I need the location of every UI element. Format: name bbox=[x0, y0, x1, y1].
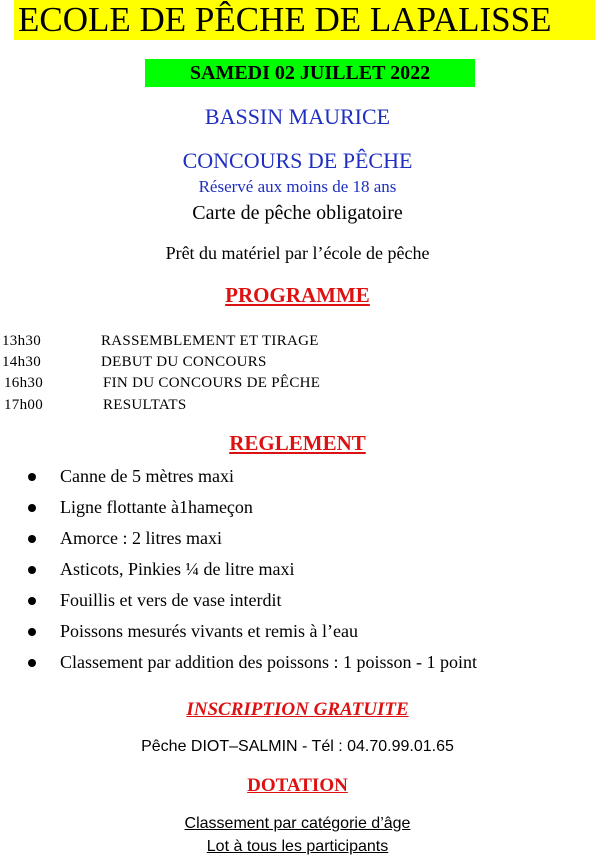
schedule-label: RASSEMBLEMENT ET TIRAGE bbox=[101, 333, 319, 349]
schedule-time: 14h30 bbox=[2, 354, 41, 370]
dotation-line: Classement par catégorie d’âge bbox=[184, 815, 411, 832]
schedule-time: 16h30 bbox=[4, 375, 43, 391]
contact-line: Pêche DIOT–SALMIN - Tél : 04.70.99.01.65 bbox=[141, 738, 454, 755]
schedule-label: RESULTATS bbox=[103, 397, 187, 413]
dotation-line: Lot à tous les participants bbox=[206, 838, 389, 855]
schedule-time: 17h00 bbox=[4, 397, 43, 413]
bullet-icon bbox=[28, 566, 36, 574]
schedule-label: FIN DU CONCOURS DE PÊCHE bbox=[103, 375, 321, 391]
event-name: CONCOURS DE PÊCHE bbox=[182, 148, 413, 173]
rule-text: Amorce : 2 litres maxi bbox=[60, 528, 222, 548]
bullet-icon bbox=[28, 597, 36, 605]
bullet-icon bbox=[28, 628, 36, 636]
inscription-heading: INSCRIPTION GRATUITE bbox=[186, 699, 409, 720]
rule-text: Asticots, Pinkies ¼ de litre maxi bbox=[60, 559, 295, 579]
event-location: BASSIN MAURICE bbox=[204, 104, 391, 129]
equipment-loan-note: Prêt du matériel par l’école de pêche bbox=[165, 243, 430, 263]
bullet-icon bbox=[28, 504, 36, 512]
poster-title: ECOLE DE PÊCHE DE LAPALISSE bbox=[14, 0, 595, 40]
rule-text: Poissons mesurés vivants et remis à l’eau bbox=[60, 621, 358, 641]
schedule-label: DEBUT DU CONCOURS bbox=[101, 354, 267, 370]
bullet-icon bbox=[28, 535, 36, 543]
event-date: SAMEDI 02 JUILLET 2022 bbox=[145, 59, 475, 87]
rule-text: Canne de 5 mètres maxi bbox=[60, 466, 234, 486]
bullet-icon bbox=[28, 473, 36, 481]
programme-heading: PROGRAMME bbox=[225, 283, 370, 307]
rule-text: Fouillis et vers de vase interdit bbox=[60, 590, 282, 610]
dotation-heading: DOTATION bbox=[247, 775, 348, 796]
rule-text: Classement par addition des poissons : 1 poisson - 1 point bbox=[60, 652, 477, 672]
schedule-time: 13h30 bbox=[2, 333, 41, 349]
reglement-heading: REGLEMENT bbox=[229, 431, 366, 455]
bullet-icon bbox=[28, 659, 36, 667]
rule-text: Ligne flottante à1hameçon bbox=[60, 497, 253, 517]
age-restriction: Réservé aux moins de 18 ans bbox=[198, 177, 397, 196]
license-note: Carte de pêche obligatoire bbox=[192, 202, 403, 224]
